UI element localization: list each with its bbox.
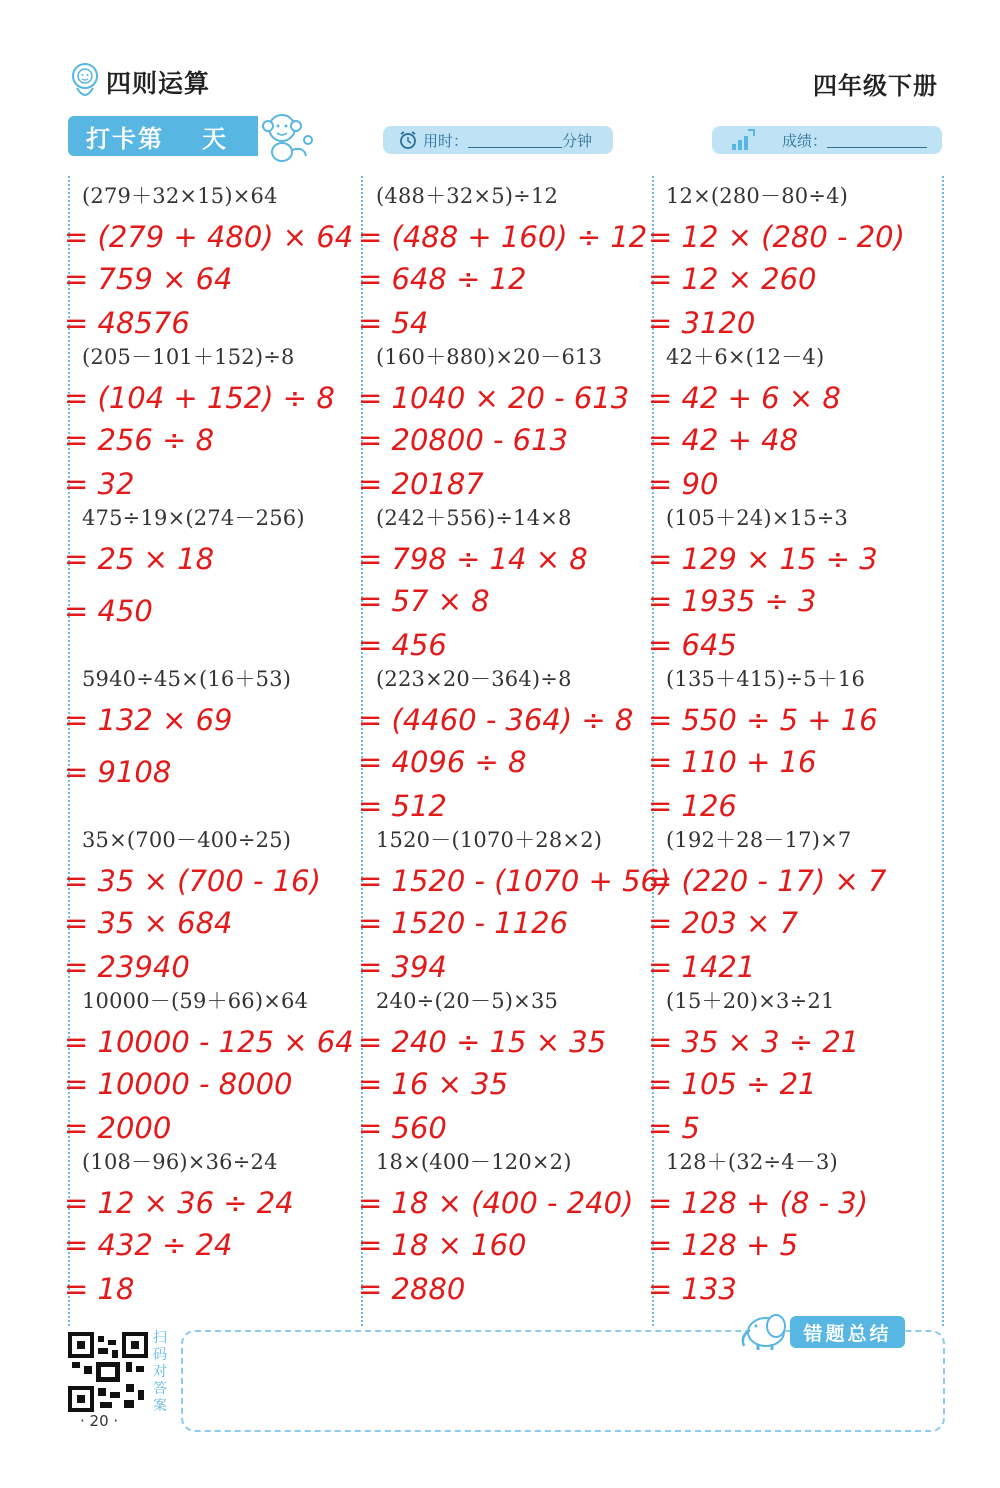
problem-expression: 42＋6×(12－4) [666, 345, 825, 369]
problem-cell [64, 180, 354, 341]
answer-step: = 35 × 684 [64, 906, 233, 940]
problem-cell [648, 180, 938, 341]
answer-step: = 512 [358, 789, 447, 823]
scan-answer-text: 扫码对答案 [153, 1330, 167, 1414]
alarm-clock-icon [397, 129, 419, 151]
answer-step: = 550 ÷ 5 + 16 [648, 703, 878, 737]
answer-step: = 432 ÷ 24 [64, 1228, 233, 1262]
answer-step: = 42 + 48 [648, 423, 799, 457]
problem-expression: 240÷(20－5)×35 [376, 989, 559, 1013]
answer-step: = 20800 - 613 [358, 423, 569, 457]
problem-expression: 18×(400－120×2) [376, 1150, 572, 1174]
answer-step: = 20187 [358, 467, 484, 501]
problem-expression: 5940÷45×(16＋53) [82, 667, 292, 691]
problem-cell [358, 502, 648, 663]
answer-step: = 16 × 35 [358, 1067, 509, 1101]
answer-step: = 42 + 6 × 8 [648, 381, 841, 415]
answer-step: = 394 [358, 950, 447, 984]
problem-cell [648, 1146, 938, 1307]
answer-step: = 1520 - 1126 [358, 906, 569, 940]
answer-step: = 105 ÷ 21 [648, 1067, 817, 1101]
answer-step: = 1040 × 20 - 613 [358, 381, 630, 415]
answer-step: = 129 × 15 ÷ 3 [648, 542, 878, 576]
answer-step: = 18 × 160 [358, 1228, 527, 1262]
answer-step: = (4460 - 364) ÷ 8 [358, 703, 634, 737]
problem-expression: (108－96)×36÷24 [82, 1150, 278, 1174]
checkin-suffix: 天 [202, 124, 226, 153]
answer-step: = 256 ÷ 8 [64, 423, 215, 457]
elephant-mascot-icon [736, 1306, 792, 1352]
answer-step: = 12 × 260 [648, 262, 817, 296]
score-input-line[interactable] [827, 133, 927, 148]
answer-step: = 133 [648, 1272, 737, 1306]
answer-step: = 126 [648, 789, 737, 823]
problem-expression: (223×20－364)÷8 [376, 667, 572, 691]
problem-expression: (135＋415)÷5＋16 [666, 667, 866, 691]
qr-code-icon [68, 1332, 148, 1412]
error-summary-tag: 错题总结 [790, 1316, 905, 1348]
answer-step: = 203 × 7 [648, 906, 799, 940]
time-input-line[interactable] [468, 133, 562, 148]
answer-step: = 1935 ÷ 3 [648, 584, 817, 618]
answer-step: = 450 [64, 594, 153, 628]
answer-step: = 35 × (700 - 16) [64, 864, 321, 898]
problem-cell [64, 824, 354, 985]
page-number: · 20 · [80, 1412, 119, 1430]
score-label: 成绩： [782, 131, 828, 150]
problem-cell [64, 1146, 354, 1307]
problem-expression: 475÷19×(274－256) [82, 506, 305, 530]
chapter-title: 四则运算 [106, 69, 211, 98]
answer-step: = 25 × 18 [64, 542, 215, 576]
problem-cell [358, 824, 671, 985]
checkin-banner [68, 116, 258, 156]
answer-step: = 1421 [648, 950, 756, 984]
problem-cell [648, 341, 938, 502]
answer-step: = 648 ÷ 12 [358, 262, 527, 296]
problem-expression: (279＋32×15)×64 [82, 184, 278, 208]
answer-step: = 128 + 5 [648, 1228, 799, 1262]
problem-expression: 12×(280－80÷4) [666, 184, 849, 208]
problem-expression: (242＋556)÷14×8 [376, 506, 572, 530]
problem-cell [648, 663, 938, 824]
answer-step: = 560 [358, 1111, 447, 1145]
score-field [712, 126, 942, 154]
problem-expression: (488＋32×5)÷12 [376, 184, 559, 208]
answer-step: = (488 + 160) ÷ 12 [358, 220, 648, 254]
time-label: 用时： [423, 131, 469, 150]
problem-cell [358, 1146, 648, 1307]
answer-step: = 23940 [64, 950, 190, 984]
answer-step: = 57 × 8 [358, 584, 490, 618]
chapter-header [68, 62, 210, 102]
monkey-mascot-icon [258, 110, 314, 164]
problem-expression: (105＋24)×15÷3 [666, 506, 849, 530]
answer-step: = 456 [358, 628, 447, 662]
answer-step: = 32 [64, 467, 135, 501]
answer-step: = 132 × 69 [64, 703, 233, 737]
problem-expression: 128＋(32÷4－3) [666, 1150, 838, 1174]
problem-expression: (15＋20)×3÷21 [666, 989, 835, 1013]
answer-step: = 18 × (400 - 240) [358, 1186, 634, 1220]
answer-step: = 10000 - 8000 [64, 1067, 293, 1101]
problem-expression: 35×(700－400÷25) [82, 828, 292, 852]
problem-expression: (192＋28－17)×7 [666, 828, 852, 852]
answer-step: = 2000 [64, 1111, 172, 1145]
lion-mascot-icon [68, 62, 102, 102]
answer-step: = 35 × 3 ÷ 21 [648, 1025, 860, 1059]
answer-step: = 2880 [358, 1272, 466, 1306]
answer-step: = 18 [64, 1272, 135, 1306]
problem-cell [648, 824, 938, 985]
problem-cell [358, 663, 648, 824]
answer-step: = 5 [648, 1111, 700, 1145]
answer-step: = 90 [648, 467, 719, 501]
answer-step: = 798 ÷ 14 × 8 [358, 542, 588, 576]
problem-expression: (205－101＋152)÷8 [82, 345, 295, 369]
answer-step: = (104 + 152) ÷ 8 [64, 381, 335, 415]
answer-step: = 9108 [64, 755, 172, 789]
column-divider [942, 176, 944, 1326]
answer-step: = 54 [358, 306, 429, 340]
answer-step: = (279 + 480) × 64 [64, 220, 354, 254]
problem-cell [64, 341, 354, 502]
answer-step: = (220 - 17) × 7 [648, 864, 887, 898]
time-unit: 分钟 [562, 131, 593, 150]
problem-cell [64, 502, 354, 663]
problem-cell [648, 985, 938, 1146]
answer-step: = 759 × 64 [64, 262, 233, 296]
problem-cell [358, 341, 648, 502]
answer-step: = 48576 [64, 306, 190, 340]
answer-step: = 110 + 16 [648, 745, 817, 779]
grade-label: 四年级下册 [813, 72, 938, 100]
bar-chart-icon [730, 128, 756, 152]
problem-cell [648, 502, 938, 663]
problem-expression: (160＋880)×20－613 [376, 345, 603, 369]
answer-step: = 1520 - (1070 + 56) [358, 864, 671, 898]
answer-step: = 240 ÷ 15 × 35 [358, 1025, 607, 1059]
problem-cell [358, 985, 648, 1146]
problem-cell [64, 663, 354, 824]
answer-step: = 10000 - 125 × 64 [64, 1025, 354, 1059]
problem-cell [358, 180, 648, 341]
problem-expression: 1520－(1070＋28×2) [376, 828, 603, 852]
answer-step: = 12 × (280 - 20) [648, 220, 905, 254]
answer-step: = 4096 ÷ 8 [358, 745, 527, 779]
answer-step: = 645 [648, 628, 737, 662]
problem-cell [64, 985, 354, 1146]
checkin-prefix: 打卡第 [86, 124, 164, 153]
answer-step: = 128 + (8 - 3) [648, 1186, 869, 1220]
time-field [383, 126, 613, 154]
problem-expression: 10000－(59＋66)×64 [82, 989, 309, 1013]
answer-step: = 12 × 36 ÷ 24 [64, 1186, 294, 1220]
answer-step: = 3120 [648, 306, 756, 340]
